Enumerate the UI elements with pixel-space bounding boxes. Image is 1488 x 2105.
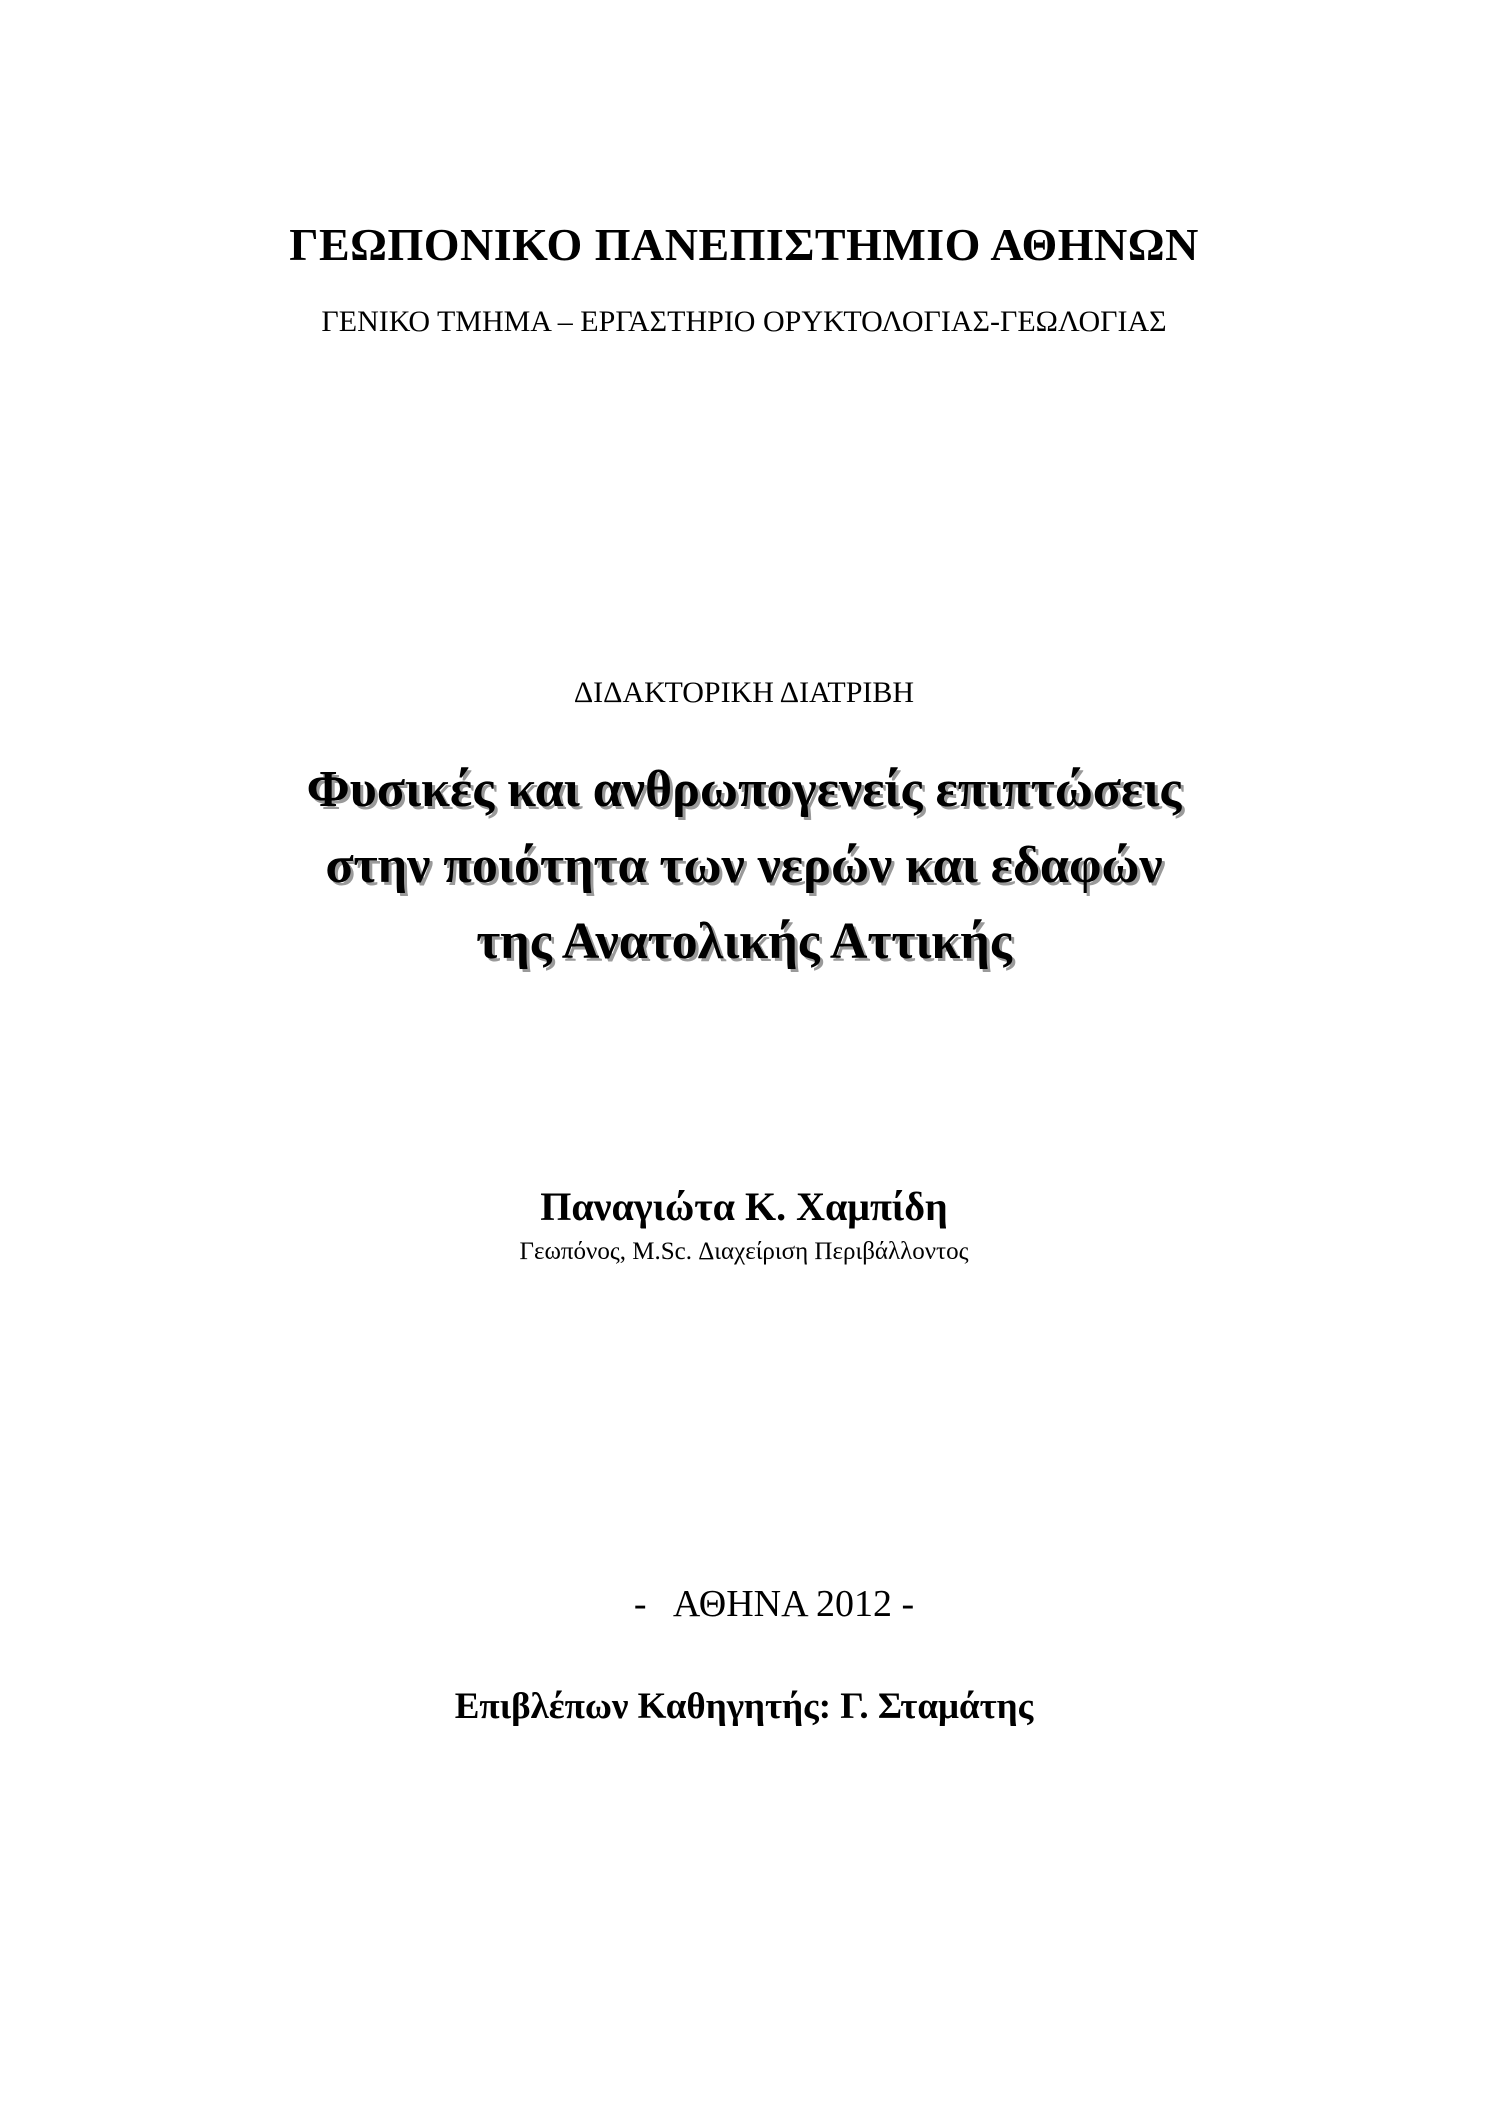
place-year bbox=[0, 1582, 1488, 1626]
author-credentials: Γεωπόνος, M.Sc. Διαχείριση Περιβάλλοντος bbox=[519, 1238, 969, 1265]
supervisor: Επιβλέπων Καθηγητής: Γ. Σταμάτης bbox=[454, 1686, 1034, 1727]
author-name: Παναγιώτα Κ. Χαμπίδη bbox=[540, 1184, 948, 1229]
thesis-type: ΔΙΔΑΚΤΟΡΙΚΗ ΔΙΑΤΡΙΒΗ bbox=[573, 676, 915, 709]
thesis-title-line-2: στην ποιότητα των νερών και εδαφών bbox=[325, 837, 1163, 894]
place-year-text: - ΑΘΗΝΑ 2012 - bbox=[633, 1583, 915, 1625]
thesis-title-line-1: Φυσικές και ανθρωπογενείς επιπτώσεις bbox=[306, 761, 1182, 818]
department-name: ΓΕΝΙΚΟ ΤΜΗΜΑ – ΕΡΓΑΣΤΗΡΙΟ ΟΡΥΚΤΟΛΟΓΙΑΣ-ΓΕΩΛΟΓΙΑΣ bbox=[321, 305, 1167, 338]
university-name: ΓΕΩΠΟΝΙΚΟ ΠΑΝΕΠΙΣΤΗΜΙΟ ΑΘΗΝΩΝ bbox=[289, 219, 1199, 270]
thesis-title-line-3: της Ανατολικής Αττικής bbox=[476, 913, 1012, 970]
thesis-title bbox=[0, 752, 1488, 980]
